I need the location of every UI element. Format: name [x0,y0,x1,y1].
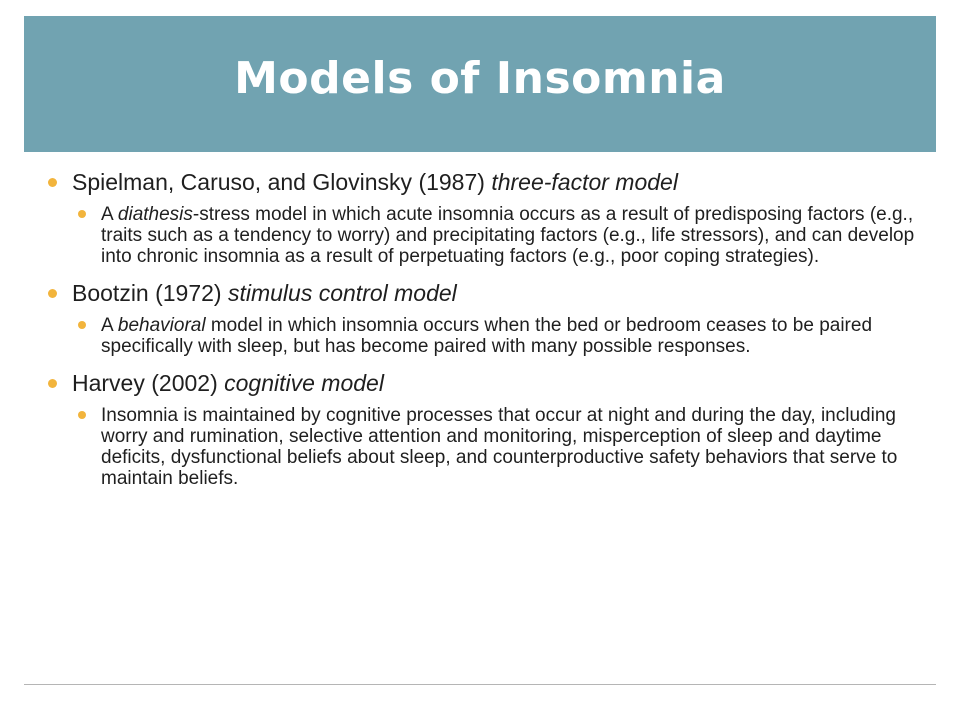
heading-italic: cognitive model [224,370,384,396]
bullet-dot-icon [48,379,57,388]
title-bar [24,16,936,152]
bullet-dot-icon [48,178,57,187]
detail-harvey [48,405,928,489]
heading-plain: Spielman, Caruso, and Glovinsky (1987) [72,169,492,195]
heading-plain: Bootzin (1972) [72,280,228,306]
detail-post: -stress model in which acute insomnia occurs as a result of predisposing factors (e.g., traits such as a tendency to worry) and precipitating factors (e.g., life stressors), and can develop into chronic insomnia as a result of perpetuating factors (e.g., poor coping strategies). [101,204,915,267]
heading-harvey [48,369,928,397]
list-item-bootzin [48,279,928,357]
detail-bootzin [48,315,928,357]
heading-italic: three-factor model [491,169,678,195]
heading-spielman [48,168,928,196]
heading-italic: stimulus control model [227,280,457,306]
bullet-dot-icon [78,321,86,329]
detail-pre: A [101,315,118,336]
footer-divider [24,684,936,685]
list-item-harvey [48,369,928,489]
detail-pre: Insomnia is maintained by cognitive processes that occur at night and during the day, including worry and rumination, selective attention and monitoring, misperception of sleep and daytime deficits, dysfunctional beliefs about sleep, and counterproductive safety behaviors that serve to maintain beliefs. [101,405,898,489]
detail-pre: A [101,204,118,225]
detail-italic: diathesis [117,204,193,225]
detail-spielman [48,204,928,267]
bullet-dot-icon [78,210,86,218]
detail-post: model in which insomnia occurs when the bed or bedroom ceases to be paired specifically with sleep, but has become paired with many possible responses. [101,315,873,357]
heading-plain: Harvey (2002) [72,370,225,396]
bullet-dot-icon [48,289,57,298]
list-item-spielman [48,168,928,267]
slide-title: Models of Insomnia [234,52,726,104]
heading-bootzin [48,279,928,307]
detail-italic: behavioral [117,315,206,336]
bullet-dot-icon [78,411,86,419]
slide-content [48,168,928,501]
